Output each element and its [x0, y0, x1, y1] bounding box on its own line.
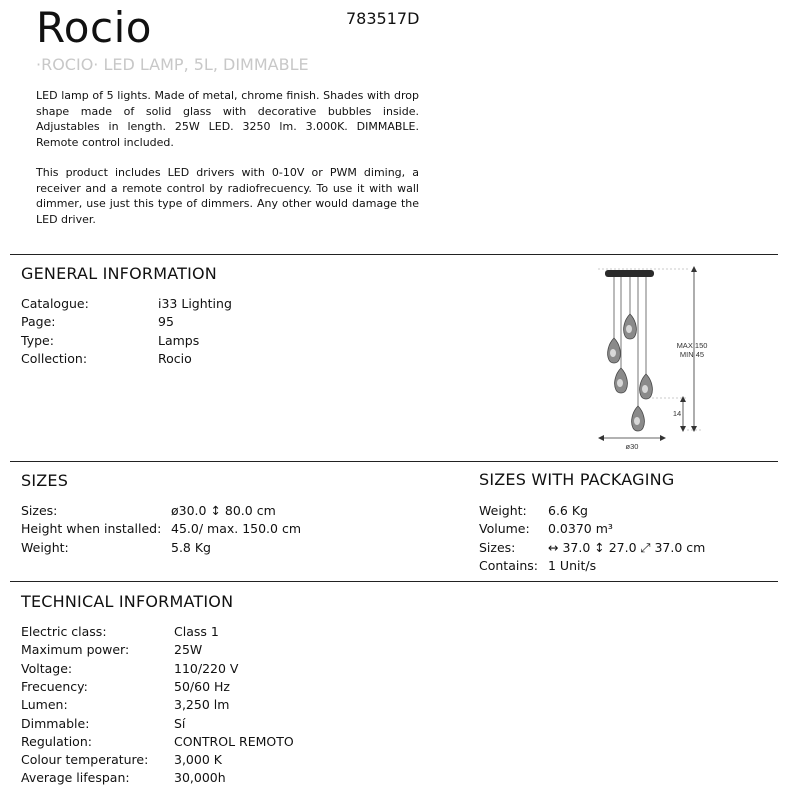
product-code: 783517D	[346, 9, 420, 28]
electric-class-value: Class 1	[174, 624, 219, 639]
electric-class-label: Electric class:	[21, 624, 107, 639]
lumen-value: 3,250 lm	[174, 697, 230, 713]
installed-height-label: Height when installed:	[21, 521, 162, 537]
diameter-label: ø30	[625, 442, 639, 451]
glass-shade-icon	[624, 314, 637, 339]
glass-shade-icon	[608, 338, 621, 363]
min-height-label: MIN 45	[679, 350, 705, 359]
glass-shade-icon	[615, 368, 628, 393]
max-height-label: MAX 150	[676, 341, 708, 350]
average-lifespan-label: Average lifespan:	[21, 770, 130, 786]
description-paragraph-2: This product includes LED drivers with 0-10V or PWM diming, a receiver and a remote control by radiofrecuency. To use it with wall dimmer, use just this type of dimmers. Any other would damage the LED driver.	[36, 166, 419, 226]
regulation-value: CONTROL REMOTO	[174, 733, 294, 749]
weight-value: 5.8 Kg	[171, 539, 211, 555]
glass-shade-icon	[632, 406, 645, 431]
maximum-power-label: Maximum power:	[21, 642, 130, 658]
frequency-value: 50/60 Hz	[174, 678, 230, 694]
technical-information-heading: TECHNICAL INFORMATION	[21, 592, 234, 611]
page-label: Page:	[21, 314, 56, 330]
glass-shade-icon	[640, 374, 653, 399]
packaging-contains-value: 1 Unit/s	[548, 557, 597, 573]
general-information-heading: GENERAL INFORMATION	[21, 264, 217, 283]
packaging-sizes-list	[479, 502, 779, 578]
colour-temperature-label: Colour temperature:	[21, 752, 149, 768]
page-value: 95	[158, 314, 174, 330]
dimmable-value: Sí	[174, 715, 186, 731]
packaging-sizes-heading: SIZES WITH PACKAGING	[479, 470, 675, 489]
sizes-value: ø30.0 ↕ 80.0 cm	[171, 503, 276, 518]
packaging-weight-value: 6.6 Kg	[548, 503, 588, 518]
voltage-label: Voltage:	[21, 660, 73, 676]
sizes-label: Sizes:	[21, 503, 58, 518]
catalogue-value: i33 Lighting	[158, 296, 232, 311]
frequency-label: Frecuency:	[21, 678, 88, 694]
collection-label: Collection:	[21, 350, 88, 366]
section-divider	[10, 254, 778, 255]
installed-height-value: 45.0/ max. 150.0 cm	[171, 521, 302, 537]
packaging-sizes-value: ↔ 37.0 ↕ 27.0 ⤢ 37.0 cm	[548, 539, 706, 555]
packaging-volume-label: Volume:	[479, 521, 530, 537]
regulation-label: Regulation:	[21, 733, 92, 749]
section-divider	[10, 581, 778, 582]
sizes-list	[21, 502, 441, 562]
maximum-power-value: 25W	[174, 642, 203, 658]
lamp-technical-drawing	[588, 258, 728, 456]
packaging-contains-label: Contains:	[479, 557, 538, 573]
product-subtitle: ·ROCIO· LED LAMP, 5L, DIMMABLE	[36, 55, 309, 74]
packaging-volume-value: 0.0370 m³	[548, 521, 613, 537]
type-value: Lamps	[158, 332, 200, 348]
type-label: Type:	[21, 332, 54, 348]
description-paragraph-1: LED lamp of 5 lights. Made of metal, chrome finish. Shades with drop shape made of solid glass with decorative bubbles inside. Adjustables in length. 25W LED. 3250 lm. 3.000K. DIMMABLE. Remote control included.	[36, 89, 419, 149]
technical-information-list	[21, 623, 441, 793]
average-lifespan-value: 30,000h	[174, 770, 226, 786]
lumen-label: Lumen:	[21, 697, 68, 713]
weight-label: Weight:	[21, 539, 69, 555]
shade-height-label: 14	[672, 409, 682, 418]
dimmable-label: Dimmable:	[21, 715, 90, 731]
general-information-list	[21, 295, 321, 375]
product-title: Rocio	[36, 3, 152, 52]
packaging-weight-label: Weight:	[479, 503, 527, 518]
ceiling-canopy	[605, 270, 654, 277]
section-divider	[10, 461, 778, 462]
sizes-heading: SIZES	[21, 471, 69, 490]
catalogue-label: Catalogue:	[21, 296, 89, 311]
collection-value: Rocio	[158, 350, 192, 366]
colour-temperature-value: 3,000 K	[174, 752, 222, 768]
packaging-sizes-label: Sizes:	[479, 539, 516, 555]
voltage-value: 110/220 V	[174, 660, 239, 676]
